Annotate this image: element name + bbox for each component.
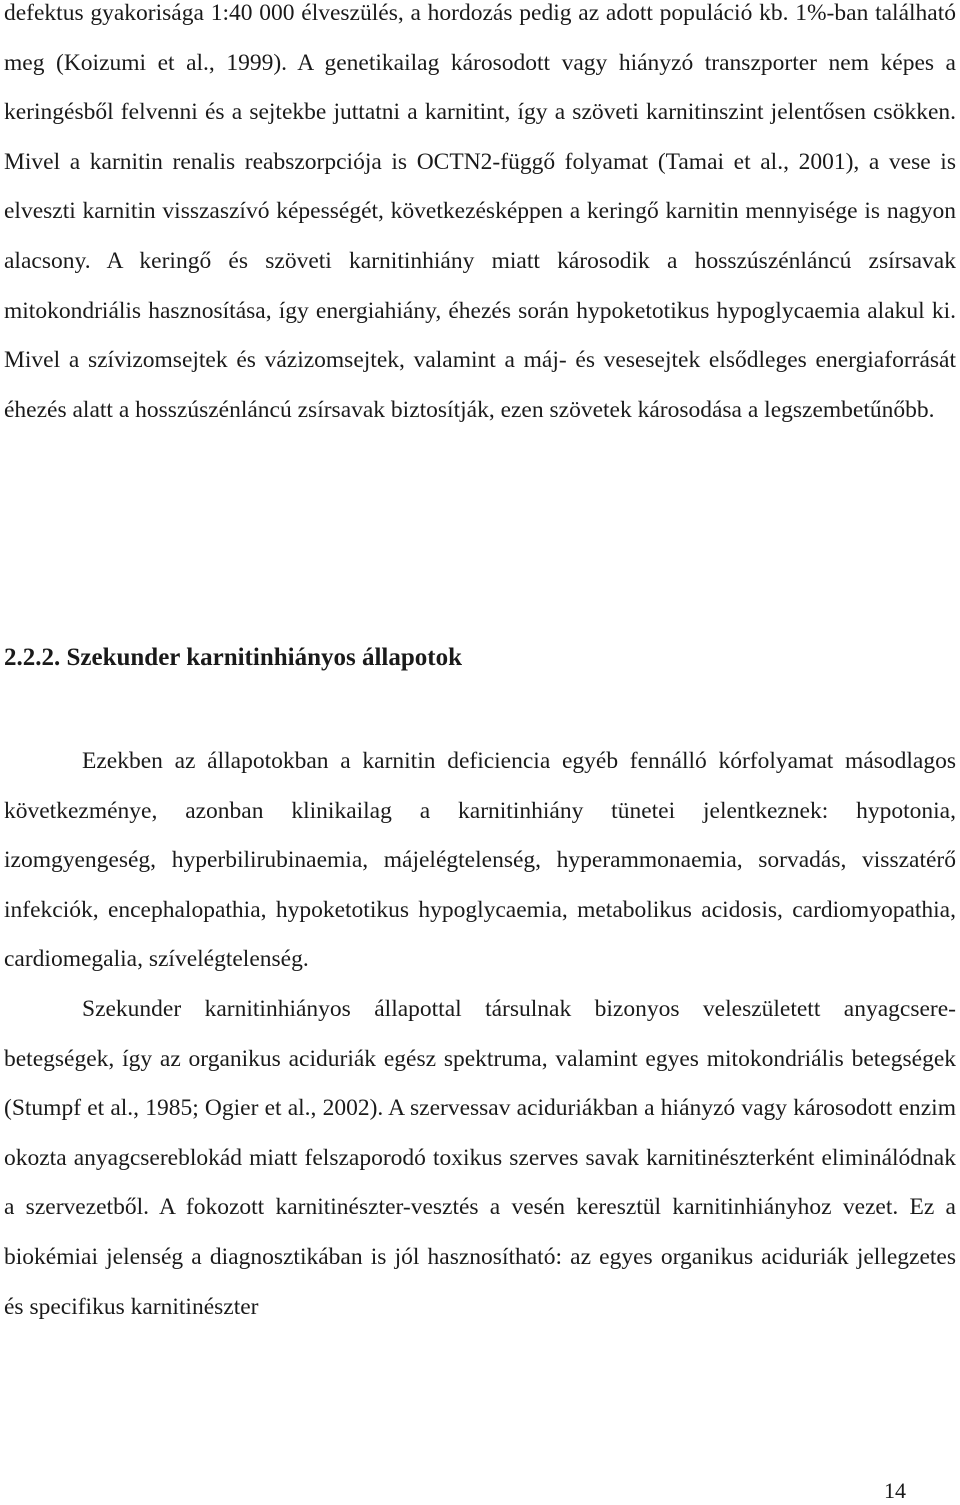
paragraph-metabolic-diseases: Szekunder karnitinhiányos állapottal társulnak bizonyos veleszületett anyagcsere-betegségek, így az organikus aciduriák egész spektruma, valamint egyes mitokondriális betegségek (Stumpf et al., 1985; Ogier et al., 2002). A szervessav aciduriákban a hiányzó vagy károsodott enzim okozta anyagcsereblokád miatt felszaporodó toxikus szerves savak karnitinészterként eliminálódnak a szervezetből. A fokozott karnitinészter-vesztés a vesén keresztül karnitinhiányhoz vezet. Ez a biokémiai jelenség a diagnosztikában is jól hasznosítható: az egyes organikus aciduriák jellegzetes és specifikus karnitinészter <box>4 995 956 1320</box>
section-heading: 2.2.2. Szekunder karnitinhiányos állapotok <box>4 644 462 671</box>
paragraph-symptoms: Ezekben az állapotokban a karnitin deficiencia egyéb fennálló kórfolyamat másodlagos következménye, azonban klinikailag a karnitinhiány tünetei jelentkeznek: hypotonia, izomgyengeség, hyperbilirubinaemia, májelégtelenség, hyperammonaemia, sorvadás, visszatérő infekciók, encephalopathia, hypoketotikus hypoglycaemia, metabolikus acidosis, cardiomyopathia, cardiomegalia, szívelégtelenség. <box>4 748 956 973</box>
document-page <box>4 0 956 1320</box>
section-body <box>4 737 956 1332</box>
page-number: 14 <box>884 1478 906 1503</box>
continued-paragraph: defektus gyakorisága 1:40 000 élveszülés, a hordozás pedig az adott populáció kb. 1%-ban található meg (Koizumi et al., 1999). A genetikailag károsodott vagy hiányzó transzporter nem képes a keringésből felvenni és a sejtekbe juttatni a karnitint, így a szöveti karnitinszint jelentősen csökken. Mivel a karnitin renalis reabszorpciója is OCTN2-függő folyamat (Tamai et al., 2001), a vese is elveszti karnitin visszaszívó képességét, következésképpen a keringő karnitin mennyisége is nagyon alacsony. A keringő és szöveti karnitinhiány miatt károsodik a hosszúszénláncú zsírsavak mitokondriális hasznosítása, így energiahiány, éhezés során hypoketotikus hypoglycaemia alakul ki. Mivel a szívizomsejtek és vázizomsejtek, valamint a máj- és vesesejtek elsődleges energiaforrását éhezés alatt a hosszúszénláncú zsírsavak biztosítják, ezen szövetek károsodása a legszembetűnőbb. <box>4 0 956 423</box>
